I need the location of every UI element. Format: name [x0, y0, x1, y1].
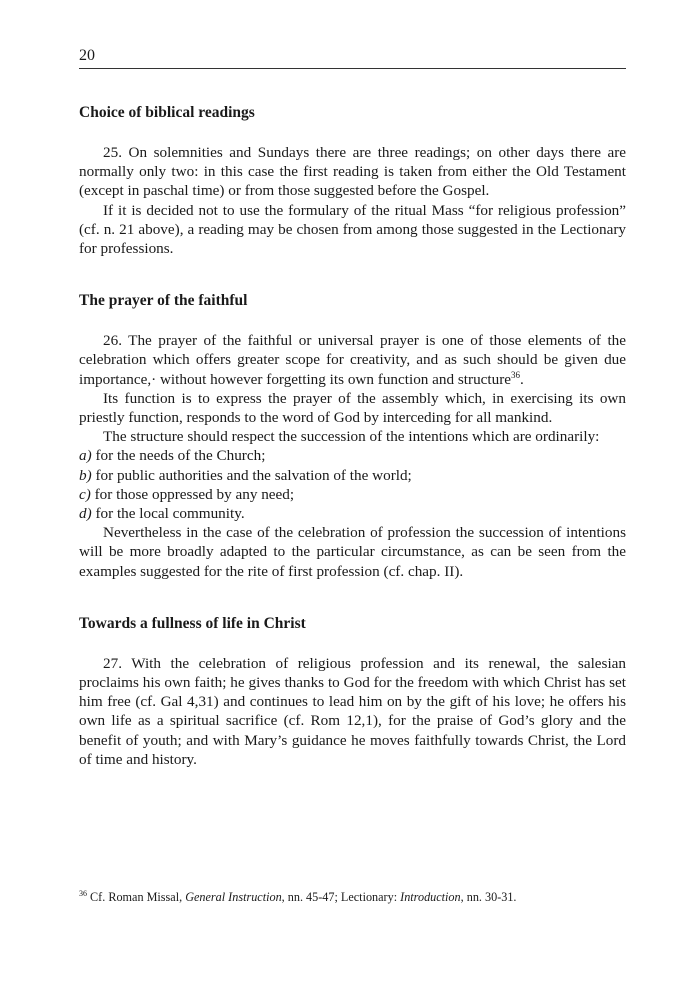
- list-letter: c): [79, 485, 91, 503]
- footnote-ref-36: 36: [511, 369, 521, 380]
- list-item-d: [79, 504, 626, 523]
- header-rule: [79, 68, 626, 69]
- footnote-text: , nn. 30-31.: [460, 890, 517, 904]
- list-text: for those oppressed by any need;: [94, 485, 295, 503]
- list-text: for the needs of the Church;: [95, 447, 266, 465]
- list-text: for the local community.: [95, 505, 245, 523]
- paragraph-26: [79, 331, 626, 389]
- list-letter: b): [79, 466, 92, 484]
- paragraph-26-structure: The structure should respect the succession of the intentions which are ordinarily:: [103, 428, 600, 446]
- footnote-text: Cf. Roman Missal,: [87, 890, 186, 904]
- paragraph-26-end: .: [520, 370, 524, 388]
- list-item-c: [79, 485, 626, 504]
- page-number: 20: [79, 47, 95, 64]
- paragraph-25-cont: If it is decided not to use the formulary of the ritual Mass “for religious profession” (cf. n. 21 above), a reading may be chosen from among those suggested in the Lectionary for professions.: [79, 201, 626, 258]
- paragraph-25: 25. On solemnities and Sundays there are three readings; on other days there are normally only two: in this case the first reading is taken from either the Old Testament (except in paschal time) or from those suggested before the Gospel.: [79, 144, 626, 200]
- footnote-italic-title: General Instruction: [185, 890, 282, 904]
- section-heading-biblical-readings: Choice of biblical readings: [79, 104, 255, 121]
- list-letter: a): [79, 447, 92, 465]
- footnote: [79, 889, 626, 905]
- section-heading-prayer-of-faithful: The prayer of the faithful: [79, 292, 248, 310]
- footnote-number: 36: [79, 888, 87, 898]
- footnote-text: , nn. 45-47; Lectionary:: [281, 890, 401, 904]
- page: [79, 46, 626, 769]
- list-item-b: [79, 466, 626, 485]
- paragraph-26-function: Its function is to express the prayer of the assembly which, in exercising its own priestly function, responds to the word of God by interceding for all mankind.: [79, 389, 626, 427]
- section-heading-fullness-of-life: Towards a fullness of life in Christ: [79, 614, 306, 632]
- paragraph-26-text: 26. The prayer of the faithful or universal prayer is one of those elements of the celebration which offers greater scope for creativity, and as such should be given due importance,· without however forgetting its own function and structure: [79, 332, 626, 388]
- paragraph-26-nevertheless: Nevertheless in the case of the celebration of profession the succession of intentions will be more broadly adapted to the particular circumstance, as can be seen from the examples suggested for the rite of first profession (cf. chap. II).: [79, 524, 626, 580]
- footnote-italic-title: Introduction: [400, 890, 461, 904]
- list-item-a: [79, 446, 626, 465]
- list-letter: d): [79, 505, 92, 523]
- paragraph-27: 27. With the celebration of religious profession and its renewal, the salesian proclaims his own faith; he gives thanks to God for the freedom with which Christ has set him free (cf. Gal 4,31) and continues to lead him on by the gift of his love; he offers his own life as a spiritual sacrifice (cf. Rom 12,1), for the praise of God’s glory and the benefit of youth; and with Mary’s guidance he moves faithfully towards Christ, the Lord of time and history.: [79, 654, 626, 768]
- list-text: for public authorities and the salvation of the world;: [95, 466, 412, 484]
